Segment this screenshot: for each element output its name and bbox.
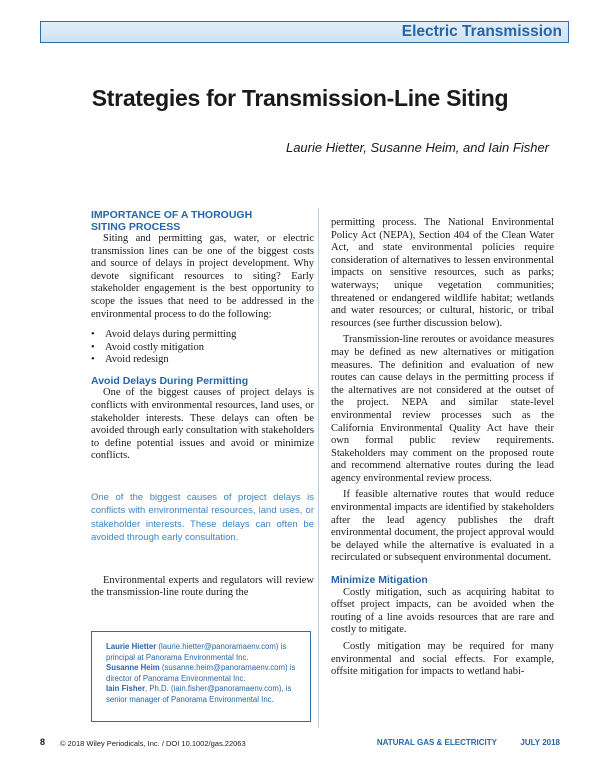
issue-date: JULY 2018 (520, 738, 560, 747)
section-label: Electric Transmission (401, 23, 562, 40)
paragraph-reroutes: Transmission-line reroutes or avoidance measures may be defined as new alternatives or mitigation measures. The definition and evaluation of new routes can cause delays in the permitting process if the alternatives are not considered at the outset of the project. NEPA and similar state-level environmental review processes such as the California Environmental Quality Act have their own formal public review requirements. Stakeholders may comment on the proposed route and recommend alternative routes during the lead agency environmental review process. (331, 334, 554, 484)
journal-name: NATURAL GAS & ELECTRICITY (376, 738, 497, 747)
paragraph-mitigation-2: Costly mitigation may be required for many environmental and social effects. For example, offsite mitigation for impacts to wetland habi- (331, 640, 554, 678)
paragraph-alternatives: If feasible alternative routes that would reduce environmental impacts are identified by stakeholders after the lead agency publishes the draft environmental document, the project approval would be delayed while the alternative is evaluated in a recirculated or subsequent environmental document. (331, 489, 554, 564)
paragraph-experts: Environmental experts and regulators will review the transmission-line route during the (91, 574, 314, 599)
paragraph-siting-intro: Siting and permitting gas, water, or electric transmission lines can be one of the biggest costs and source of delays in project development. Why devote significant resources to siting? Early stakeholder engagement is the best opportunity to scope the issues that need to be addressed in the environmental process to do the following: (91, 233, 314, 320)
article-authors: Laurie Hietter, Susanne Heim, and Iain Fisher (285, 140, 549, 155)
heading-avoid-delays: Avoid Delays During Permitting (91, 374, 249, 387)
section-header-bar (40, 21, 569, 43)
article-title: Strategies for Transmission-Line Siting (91, 85, 509, 111)
heading-importance: IMPORTANCE OF A THOROUGH SITING PROCESS (91, 209, 253, 233)
page-number: 8 (40, 737, 46, 747)
author-bio-box (91, 631, 311, 722)
paragraph-permitting: permitting process. The National Environmental Policy Act (NEPA), Section 404 of the Clean Water Act, and state environmental policies require consideration of alternatives to lessen environmental impacts on sensitive resources, such as parks; waterways; unique vegetation communities; threatened or endangered wildlife habitat; wetlands and water resources; or cultural, historic, or tribal resources (see further discussion below). (331, 217, 554, 329)
heading-minimize-mitigation: Minimize Mitigation (331, 574, 428, 587)
list-item: • Avoid redesign (91, 354, 169, 366)
right-column (331, 217, 554, 679)
left-column (91, 210, 314, 600)
author-bio: Laurie Hietter (laurie.hietter@panoramaenv.com) is principal at Panorama Environmental Inc. Susanne Heim (susanne.heim@panoramaenv.com) is director of Panorama Environmental Inc. Iain Fisher, Ph.D. (iain.fisher@panoramaenv.com), is senior manager of Panorama Environmental Inc. (106, 642, 296, 704)
list-item: • Avoid costly mitigation (91, 341, 204, 353)
copyright-notice: © 2018 Wiley Periodicals, Inc. / DOI 10.1002/gas.22063 (60, 739, 246, 748)
bullet-list (91, 329, 314, 367)
paragraph-avoid-delays: One of the biggest causes of project delays is conflicts with environmental resources, land uses, or stakeholder interests. These delays can often be avoided through early consultation with stakeholders to define potential issues and avoid or minimize conflicts. (91, 387, 314, 462)
paragraph-mitigation-1: Costly mitigation, such as acquiring habitat to offset project impacts, can be avoided when the routing of a line avoids resources that are rare and costly to mitigate. (331, 586, 554, 636)
pull-quote: One of the biggest causes of project delays is conflicts with environmental resources, land uses, or stakeholder interests. These delays can often be avoided through early consultation. (91, 492, 314, 544)
column-divider (318, 208, 319, 728)
list-item: • Avoid delays during permitting (91, 329, 237, 341)
